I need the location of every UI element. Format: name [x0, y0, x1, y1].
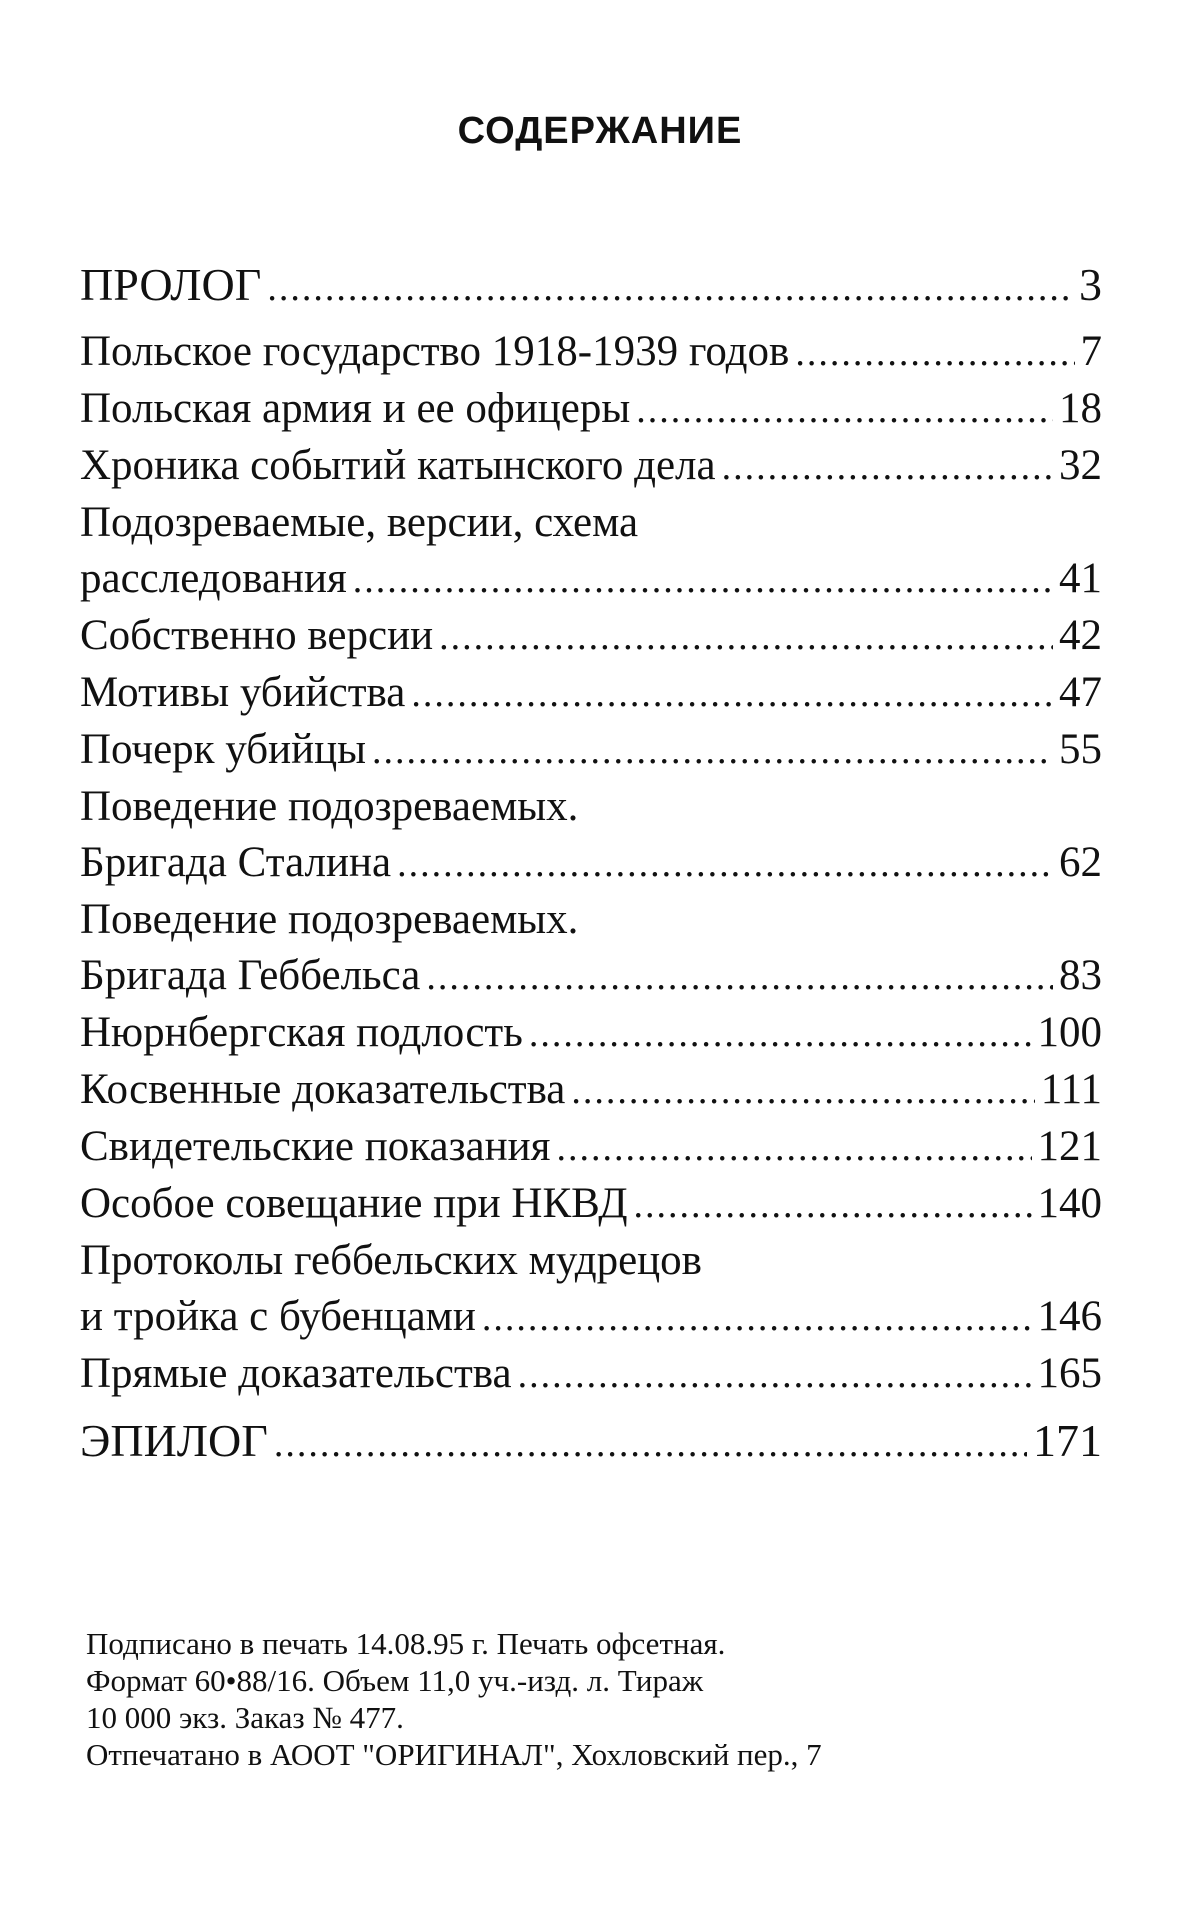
dot-leader — [353, 552, 1053, 608]
dot-leader — [439, 609, 1053, 665]
toc-entry-page: 111 — [1040, 1066, 1102, 1113]
toc-entry-title: Свидетельские показания — [80, 1123, 551, 1170]
toc-entry-title: и тройка с бубенцами — [80, 1293, 476, 1340]
dot-leader — [529, 1006, 1032, 1062]
publication-imprint — [86, 1625, 1106, 1773]
contents-heading: СОДЕРЖАНИЕ — [457, 110, 743, 152]
dot-leader — [274, 1414, 1027, 1474]
toc-entry — [80, 1119, 1102, 1176]
toc-entry-page: 83 — [1059, 952, 1102, 999]
toc-entry-title: Собственно версии — [80, 612, 434, 659]
toc-entry-page: 18 — [1059, 385, 1102, 432]
toc-entry-title-line1: Поведение подозреваемых. — [80, 896, 579, 943]
toc-entry — [80, 1233, 1102, 1346]
toc-entry-epilogue — [80, 1411, 1102, 1474]
toc-entry-page: 3 — [1079, 259, 1102, 310]
toc-entry — [80, 438, 1102, 495]
toc-entry-row — [80, 1411, 1102, 1474]
toc-entry-title: Бригада Геббельса — [80, 952, 421, 999]
dot-leader — [636, 382, 1053, 438]
toc-entry-page: 41 — [1059, 555, 1102, 602]
imprint-line: Отпечатано в АООТ "ОРИГИНАЛ", Хохловский пер., 7 — [86, 1737, 822, 1772]
toc-entry-row — [80, 1346, 1102, 1403]
toc-entry-row — [80, 1062, 1102, 1119]
toc-entry-row — [80, 551, 1102, 608]
imprint-line: Подписано в печать 14.08.95 г. Печать офсетная. — [86, 1626, 726, 1661]
toc-entry-row — [80, 324, 1102, 381]
toc-entry-row — [80, 1176, 1102, 1233]
toc-entry-title: Хроника событий катынского дела — [80, 442, 716, 489]
toc-entry — [80, 892, 1102, 1005]
toc-entry — [80, 324, 1102, 381]
toc-entry-row — [80, 1289, 1102, 1346]
toc-entry-page: 121 — [1037, 1123, 1102, 1170]
dot-leader — [634, 1177, 1032, 1233]
toc-entry-row — [80, 1005, 1102, 1062]
toc-entry-row — [80, 665, 1102, 722]
toc-entry-title: Почерк убийцы — [80, 726, 367, 773]
toc-entry-title: Особое совещание при НКВД — [80, 1180, 628, 1227]
toc-entry — [80, 1005, 1102, 1062]
dot-leader — [518, 1347, 1032, 1403]
toc-entry — [80, 665, 1102, 722]
dot-leader — [397, 836, 1053, 892]
toc-entry-title: Польское государство 1918-1939 годов — [80, 328, 790, 375]
imprint-line: 10 000 экз. Заказ № 477. — [86, 1700, 404, 1735]
toc-entry — [80, 495, 1102, 608]
toc-entry-row — [80, 1119, 1102, 1176]
dot-leader — [795, 325, 1074, 381]
toc-entry-title-line1: Подозреваемые, версии, схема — [80, 499, 639, 546]
toc-entry-prologue — [80, 255, 1102, 318]
toc-entry-title: Польская армия и ее офицеры — [80, 385, 631, 432]
toc-entry-title: Мотивы убийства — [80, 669, 406, 716]
toc-entry-title: ПРОЛОГ — [80, 259, 262, 310]
toc-entry-row — [80, 722, 1102, 779]
toc-entry — [80, 722, 1102, 779]
toc-entry-page: 100 — [1037, 1009, 1102, 1056]
dot-leader — [571, 1063, 1034, 1119]
dot-leader — [372, 723, 1053, 779]
toc-entry — [80, 1346, 1102, 1403]
toc-entry-title: расследования — [80, 555, 347, 602]
toc-entry-title: Косвенные доказательства — [80, 1066, 566, 1113]
toc-entry-page: 146 — [1037, 1293, 1102, 1340]
toc-entry — [80, 608, 1102, 665]
dot-leader — [482, 1290, 1032, 1346]
toc-entry-page: 32 — [1059, 442, 1102, 489]
toc-entry-title: Нюрнбергская подлость — [80, 1009, 523, 1056]
toc-entry-row — [80, 255, 1102, 318]
toc-entry-page: 62 — [1059, 839, 1102, 886]
toc-entry-page: 55 — [1059, 726, 1102, 773]
dot-leader — [426, 949, 1053, 1005]
toc-entry — [80, 381, 1102, 438]
toc-entry-page: 165 — [1037, 1350, 1102, 1397]
toc-entry-page: 140 — [1037, 1180, 1102, 1227]
toc-entry-page: 47 — [1059, 669, 1102, 716]
toc-entry-row — [80, 381, 1102, 438]
toc-entry — [80, 1176, 1102, 1233]
toc-entry-page: 171 — [1033, 1415, 1102, 1466]
dot-leader — [722, 439, 1053, 495]
dot-leader — [411, 666, 1053, 722]
imprint-line: Формат 60•88/16. Объем 11,0 уч.-изд. л. Тираж — [86, 1663, 704, 1698]
toc-entry — [80, 1062, 1102, 1119]
toc-entry-title: ЭПИЛОГ — [80, 1415, 268, 1466]
table-of-contents — [80, 255, 1102, 1474]
toc-entry-page: 42 — [1059, 612, 1102, 659]
toc-entry-title-line1: Поведение подозреваемых. — [80, 783, 579, 830]
toc-entry-row — [80, 835, 1102, 892]
toc-entry-row — [80, 608, 1102, 665]
toc-entry-page: 7 — [1080, 328, 1102, 375]
toc-entry-title: Бригада Сталина — [80, 839, 392, 886]
toc-entry-row — [80, 438, 1102, 495]
toc-entry-row — [80, 948, 1102, 1005]
toc-entry — [80, 779, 1102, 892]
toc-entry-title: Прямые доказательства — [80, 1350, 512, 1397]
toc-entry-title-line1: Протоколы геббельских мудрецов — [80, 1237, 702, 1284]
dot-leader — [267, 258, 1073, 318]
dot-leader — [556, 1120, 1031, 1176]
